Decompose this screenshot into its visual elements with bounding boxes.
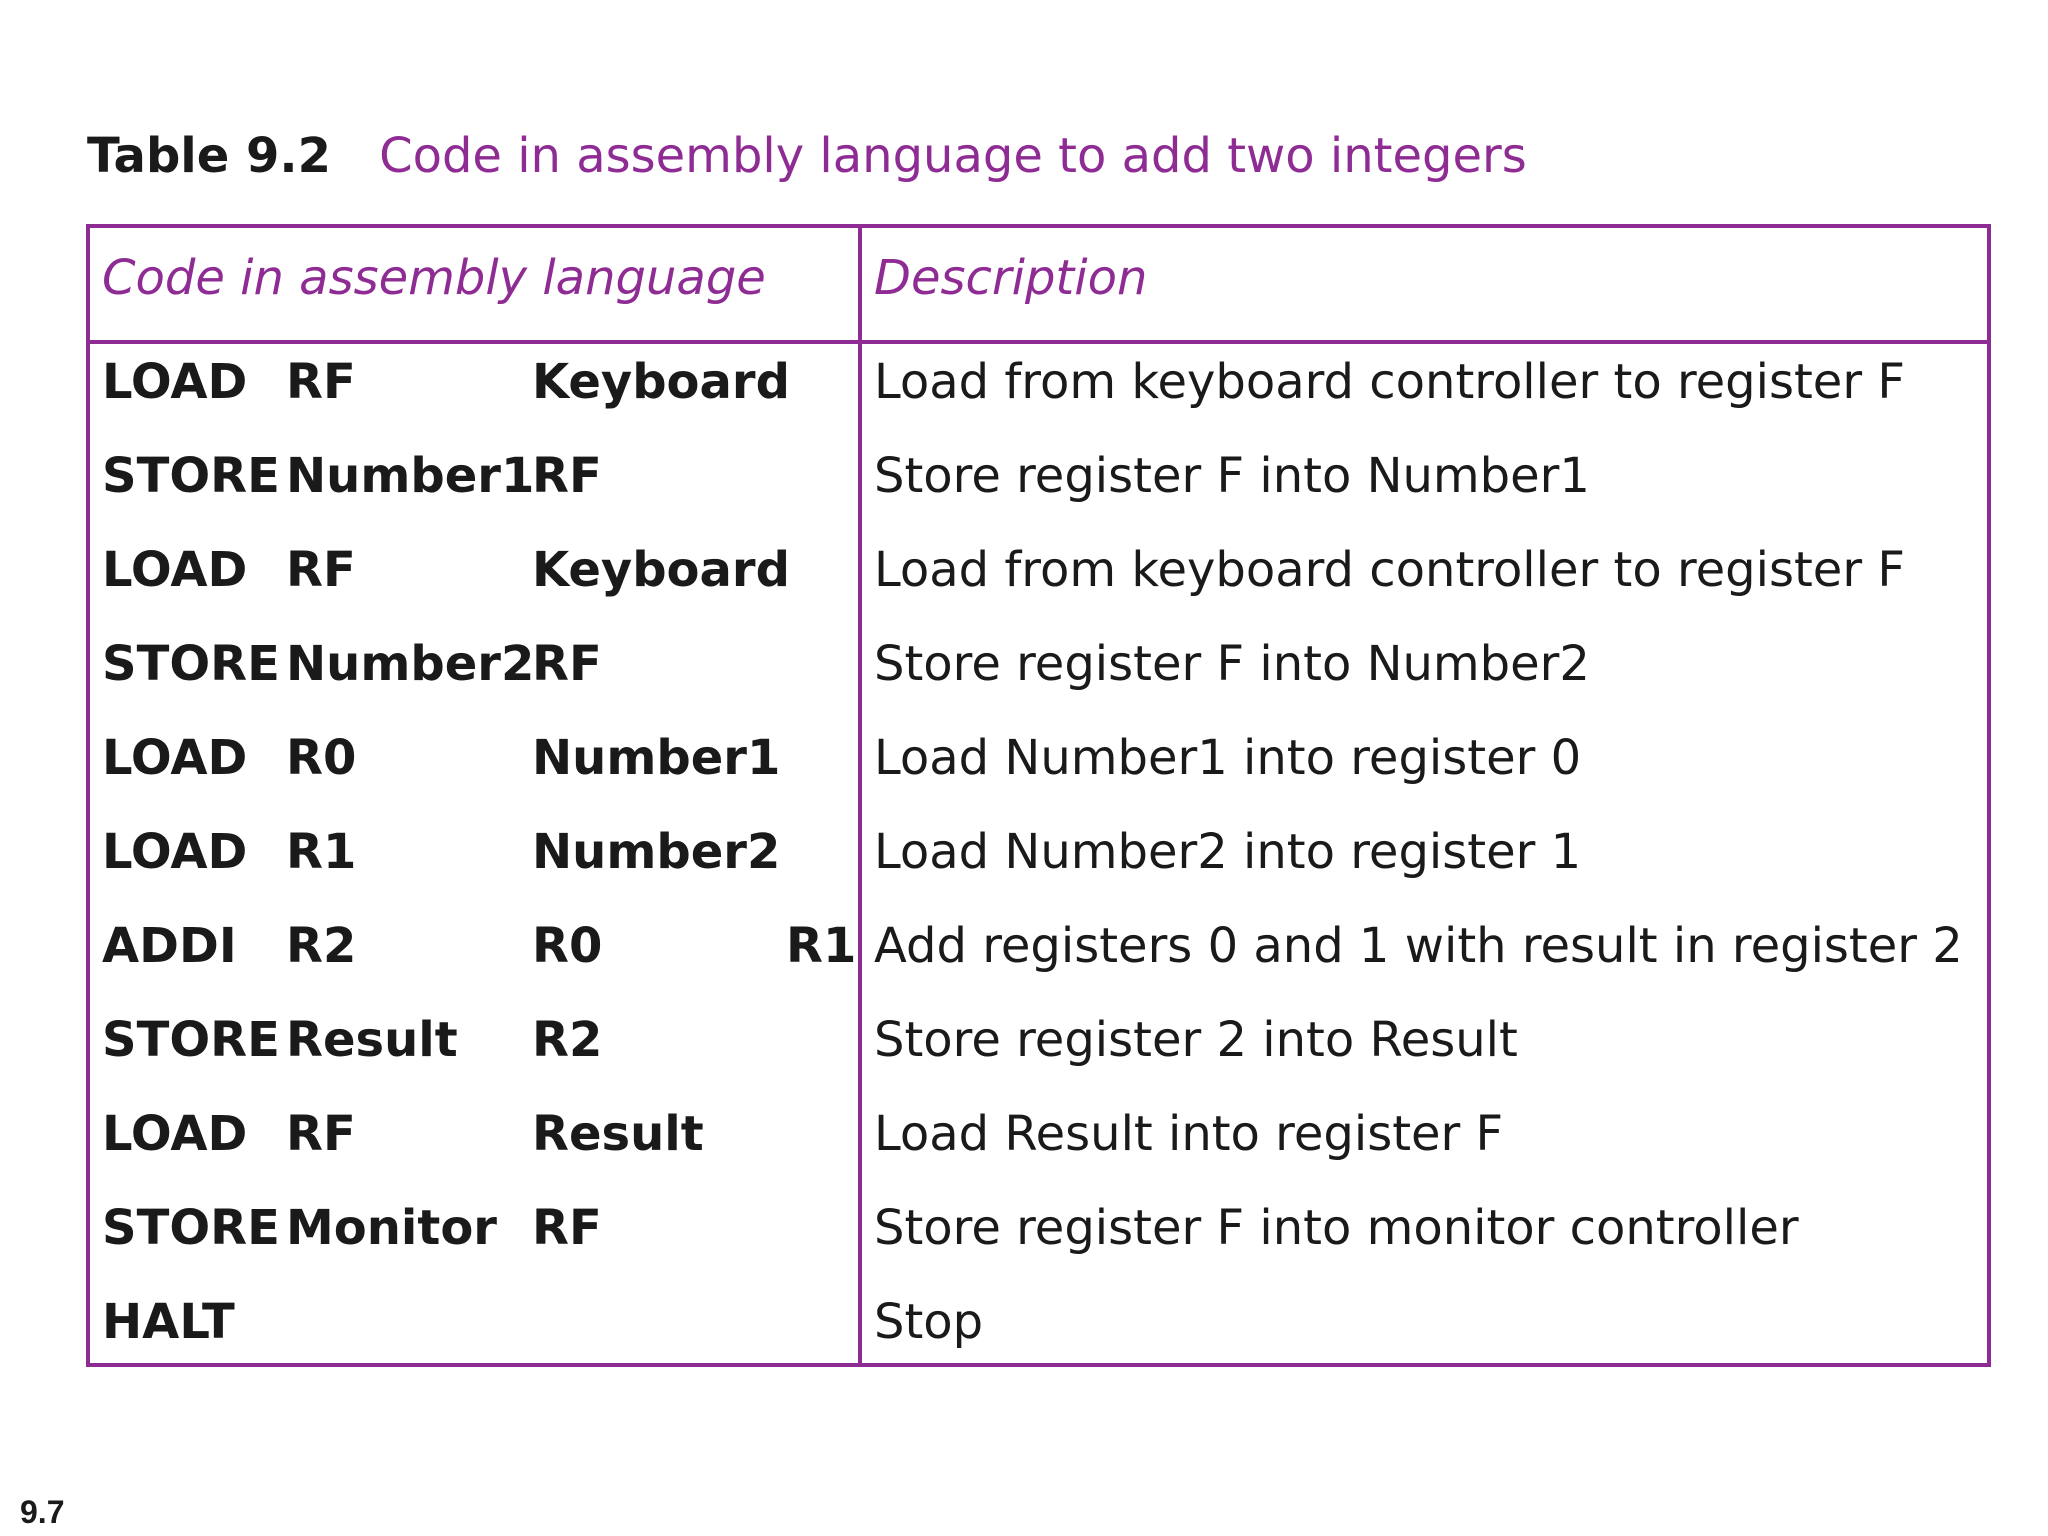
opcode: STORE	[102, 448, 280, 504]
table-number: Table 9.2	[87, 128, 332, 184]
opcode: LOAD	[102, 824, 248, 880]
operand-1: Result	[286, 1012, 458, 1068]
operand-2: R0	[532, 918, 603, 974]
table-row	[90, 720, 1987, 814]
table-row	[90, 532, 1987, 626]
opcode: LOAD	[102, 354, 248, 410]
operand-2: Number2	[532, 824, 781, 880]
assembly-code-table	[86, 224, 1991, 1367]
header-code: Code in assembly language	[102, 250, 766, 306]
table-caption	[87, 126, 1527, 186]
description: Store register 2 into Result	[874, 1012, 1518, 1068]
table-title: Code in assembly language to add two integers	[379, 128, 1527, 184]
operand-1: R2	[286, 918, 357, 974]
operand-2: Result	[532, 1106, 704, 1162]
description: Load from keyboard controller to register F	[874, 354, 1905, 410]
opcode: LOAD	[102, 1106, 248, 1162]
operand-2: Number1	[532, 730, 781, 786]
operand-1: Monitor	[286, 1200, 497, 1256]
opcode: STORE	[102, 1200, 280, 1256]
description: Add registers 0 and 1 with result in register 2	[874, 918, 1963, 974]
description: Load from keyboard controller to register F	[874, 542, 1905, 598]
operand-1: R0	[286, 730, 357, 786]
operand-2: Keyboard	[532, 542, 790, 598]
operand-2: RF	[532, 636, 602, 692]
operand-2: R2	[532, 1012, 603, 1068]
operand-1: R1	[286, 824, 357, 880]
table-row	[90, 438, 1987, 532]
opcode: STORE	[102, 636, 280, 692]
opcode: HALT	[102, 1294, 235, 1350]
opcode: LOAD	[102, 542, 248, 598]
operand-2: RF	[532, 1200, 602, 1256]
description: Load Result into register F	[874, 1106, 1504, 1162]
operand-1: RF	[286, 354, 356, 410]
opcode: ADDI	[102, 918, 237, 974]
operand-1: Number1	[286, 448, 535, 504]
operand-1: RF	[286, 1106, 356, 1162]
description: Load Number2 into register 1	[874, 824, 1582, 880]
description: Store register F into Number2	[874, 636, 1590, 692]
table-row	[90, 344, 1987, 438]
description: Store register F into Number1	[874, 448, 1590, 504]
table-row	[90, 626, 1987, 720]
operand-2: RF	[532, 448, 602, 504]
description: Load Number1 into register 0	[874, 730, 1582, 786]
page-number: 9.7	[20, 1494, 65, 1530]
header-description: Description	[874, 250, 1148, 306]
table-row	[90, 1002, 1987, 1096]
operand-3: R1	[786, 918, 857, 974]
operand-1: Number2	[286, 636, 535, 692]
table-row	[90, 908, 1987, 1002]
description: Store register F into monitor controller	[874, 1200, 1799, 1256]
opcode: STORE	[102, 1012, 280, 1068]
table-row	[90, 814, 1987, 908]
opcode: LOAD	[102, 730, 248, 786]
operand-1: RF	[286, 542, 356, 598]
table-row	[90, 1096, 1987, 1190]
operand-2: Keyboard	[532, 354, 790, 410]
description: Stop	[874, 1294, 984, 1350]
table-row	[90, 1190, 1987, 1284]
table-row	[90, 1284, 1987, 1378]
